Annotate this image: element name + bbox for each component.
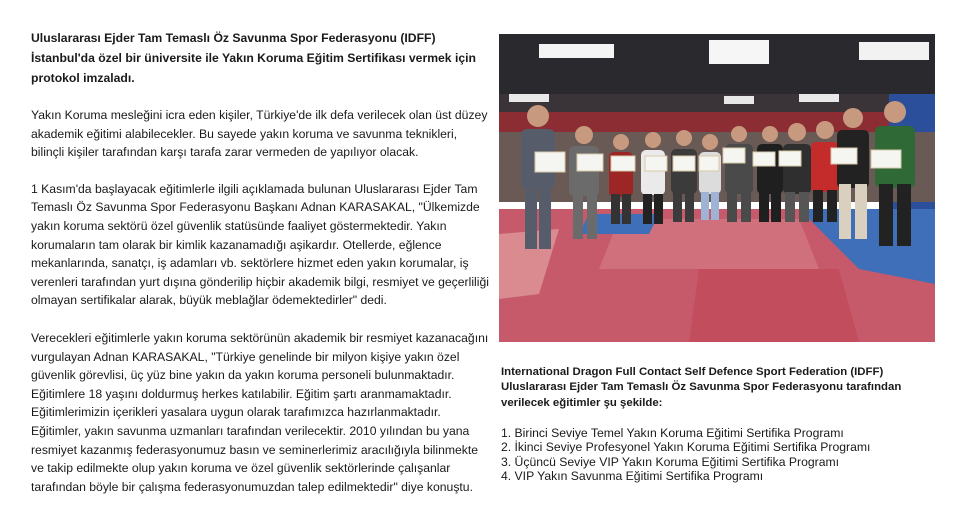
sidebar-title: International Dragon Full Contact Self Defence Sport Federation (IDFF) Uluslararası Ejder Tam Temaslı Öz Savunma Spor Federasyonu tarafından verilecek eğitimler şu şekilde: xyxy=(501,366,902,409)
program-item: 4. VIP Yakın Savunma Eğitimi Sertifika Programı xyxy=(501,469,764,484)
program-item: 1. Birinci Seviye Temel Yakın Koruma Eğitimi Sertifika Programı xyxy=(501,425,844,440)
group-photo xyxy=(499,34,935,342)
sidebar-text xyxy=(501,365,941,484)
article-headline: Uluslararası Ejder Tam Temaslı Öz Savunma Spor Federasyonu (IDFF) İstanbul'da özel bir üniversite ile Yakın Koruma Eğitim Sertifikası vermek için protokol imzaladı. xyxy=(31,31,476,85)
article-paragraph: Yakın Koruma mesleğini icra eden kişiler, Türkiye'de ilk defa verilecek olan üst düzey akademik eğitimi alabilecekler. Bu sayede yakın koruma ve savunma teknikleri, bilinçli kişiler tarafından karşı tarafa zarar vermeden de yapılıyor olacak. xyxy=(31,108,488,160)
program-list xyxy=(501,426,941,484)
program-item: 3. Üçüncü Seviye VIP Yakın Koruma Eğitimi Sertifika Programı xyxy=(501,454,840,469)
article-column xyxy=(31,28,493,496)
program-item: 2. İkinci Seviye Profesyonel Yakın Koruma Eğitimi Sertifika Programı xyxy=(501,440,871,455)
article-paragraph: 1 Kasım'da başlayacak eğitimlerle ilgili açıklamada bulunan Uluslararası Ejder Tam Temaslı Öz Savunma Spor Federasyonu Başkanı Adnan KARASAKAL, "Ülkemizde yakın koruma sektörü özel güvenlik statüsünde faaliyet göstermektedir. Yakın korumaların tam olarak bir kimlik kazanamadığı aşikardır. Otellerde, eğlence mekanlarında, sanatçı, iş adamları vb. sektörlere hizmet eden yakın korumalar, iş verenleri tarafından yurt dışına gönderilip hiçbir akademik bilgi, resmiyet ve geçerliliği olmayan sertifikalar alarak, büyük meblağlar ödemektedirler" dedi. xyxy=(31,181,489,308)
article-paragraph: Verecekleri eğitimlerle yakın koruma sektörünün akademik bir resmiyet kazanacağını vurgulayan Adnan KARASAKAL, "Türkiye genelinde bir milyon kişiye yakın özel güvenlik görevlisi, üç yüz bine yakın da yakın koruma personeli bulunmaktadır. Eğitimlere 18 yaşını doldurmuş herkes katılabilir. Eğitim şartı aranmamaktadır. Eğitimlerimizin içerikleri yasalara uygun olarak tarafımızca hazırlanmaktadır. Eğitimler, yakın savunma uzmanları tarafından verilecektir. 2010 yılından bu yana resmiyet kazanmış federasyonumuz basın ve seminerlerimiz aracılığıyla bilinmekte ve takip edilmekte olup yakın koruma ve özel güvenlik sektörlerinde çalışanlar tarafından böyle bir çalışma federasyonumuzdan talep edilmektedir" diye konuştu. xyxy=(31,330,489,494)
